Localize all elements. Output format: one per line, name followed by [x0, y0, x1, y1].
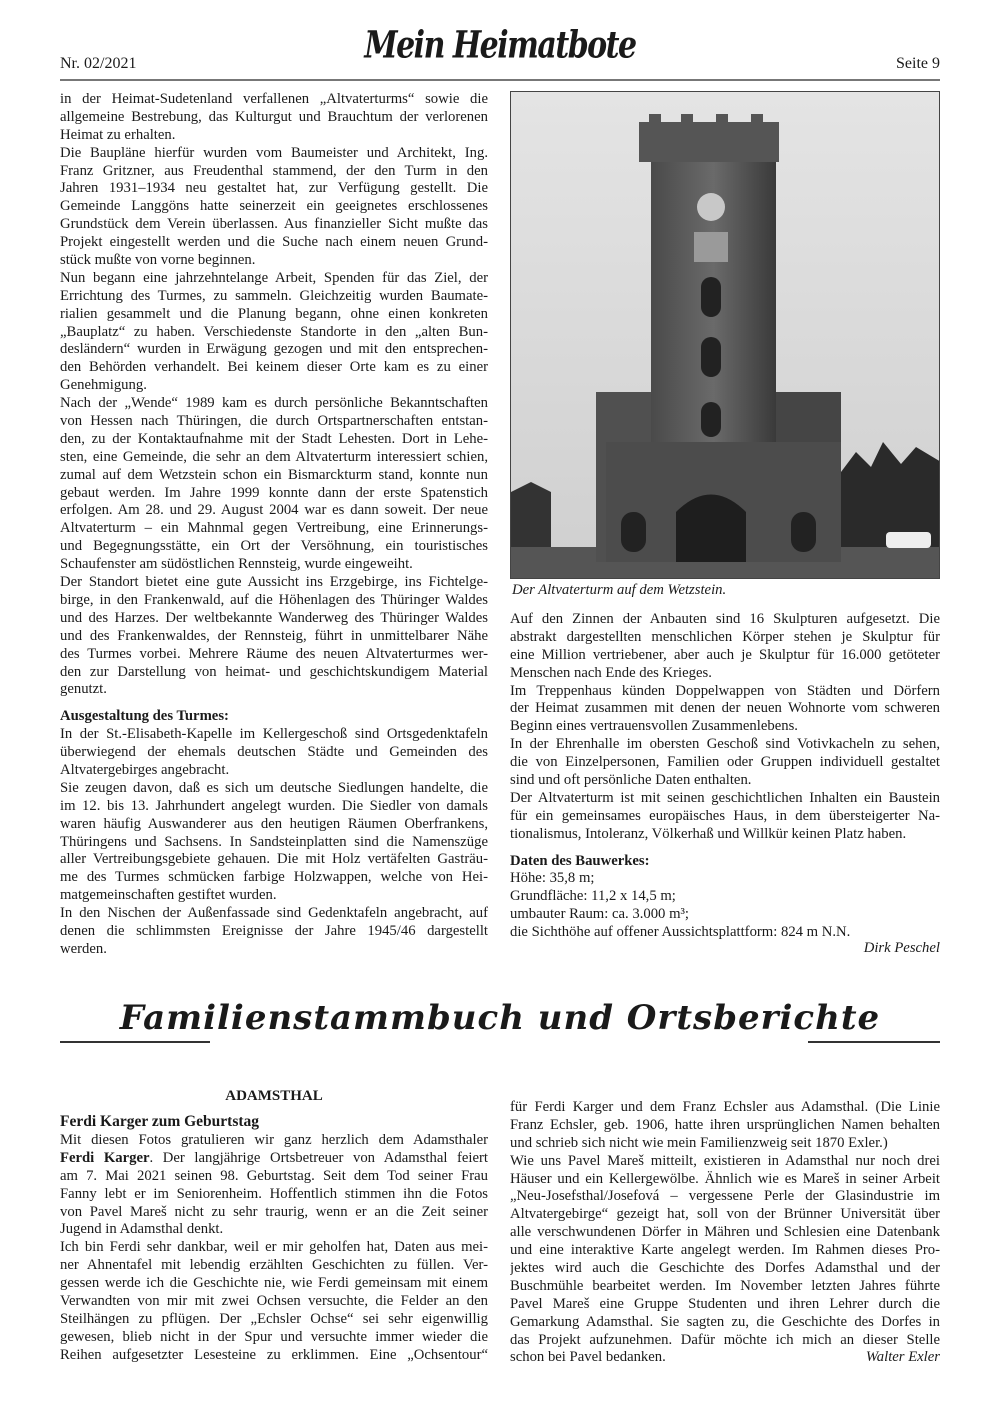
text-line: Im Treppenhaus künden Doppelwappen von Städten und Dörfern: [510, 682, 940, 699]
text-line: erfolgen. Am 28. und 29. August 2004 war es dann soweit. Der neue: [60, 502, 488, 519]
text-line: im 12. bis 13. Jahrhundert angelegt wurden. Die Siedler von damals: [60, 797, 488, 814]
bottom-right-text: [510, 1099, 940, 1367]
text-line: „Bauplatz“ zu haben. Verschiedenste Standorte in den „alten Bun-: [60, 323, 488, 340]
text-line: eine Million vertriebener, aber auch je Skulptur für 16.000 getöteter: [510, 646, 940, 663]
text-line: in der Heimat-Sudetenland verfallenen „Altvaterturms“ sowie die: [60, 91, 488, 107]
text-line: rialien gesammelt und die Planung begann, ohne einen konkreten: [60, 305, 488, 322]
text-line: Thüringens und Sachsens. In Sandsteinplatten sind die Namenszüge: [60, 833, 488, 850]
text-line: und des Harzes. Der weltbekannte Wanderweg des Thüringer Waldes: [60, 609, 488, 626]
bottom-right-paragraphs: [510, 1099, 940, 1349]
text-line: und eine interaktive Karte angelegt werden. Im Rahmen dieses Pro-: [510, 1242, 940, 1259]
text-line: desländern“ wurden in Erwägung gezogen und mit den entsprechen-: [60, 341, 488, 358]
text-line: sind und oft persönliche Daten enthalten.: [510, 772, 752, 789]
author-signature: Walter Exler: [865, 1349, 940, 1366]
text-line: Altvatergebirges angebracht.: [60, 761, 230, 778]
location-heading: ADAMSTHAL: [225, 1088, 323, 1104]
text-line: schon bei Pavel bedanken.: [510, 1349, 666, 1366]
section-title: Familienstammbuch und Ortsberichte: [119, 998, 881, 1038]
text-line: Nach der „Wende“ 1989 kam es durch persönliche Bekanntschaften: [60, 395, 488, 412]
text-line: des Turmes vorbei. Mehrere Räume des neuen Altvaterturmes wer-: [60, 645, 488, 662]
text-line: sten, eine Gemeinde, die sehr an dem Altvaterturm interessiert schien,: [60, 448, 488, 465]
text-line: Steilhängen zu pflügen. Der „Echsler Ochse“ sei sehr eigenwillig: [60, 1310, 488, 1327]
text-line: In den Nischen der Außenfassade sind Gedenktafeln angebracht, auf: [60, 905, 488, 922]
text-line: aller Vertreibungsgebiete gehauen. Die mit Holz vertäfelten Gasträu-: [60, 851, 488, 868]
text-line: In der St.-Elisabeth-Kapelle im Kellergeschoß sind Ortsgedenktafeln: [60, 726, 488, 743]
tower-image: [511, 92, 940, 579]
text-line: Der Altvaterturm ist mit seinen geschichtlichen Inhalten ein Baustein: [510, 789, 940, 806]
text-line: Häuser und ein Kellergewölbe. Ähnlich wie es Mareš in seiner Arbeit: [510, 1170, 940, 1187]
text-line: das Projekt aufzunehmen. Dafür möchte ich mich an dieser Stelle: [510, 1331, 940, 1348]
text-line: Höhe: 35,8 m;: [510, 870, 595, 887]
text-line: Altvatergebirge“ gezeigt hat, soll von der Brünner Universität über: [510, 1206, 940, 1223]
bottom-left-text: [60, 1132, 488, 1365]
text-line: abstrakt dargestellten menschlichen Körper stehen je Skulptur für: [510, 628, 940, 645]
text-line: den Behörden verhandelt. Bei keinem dieser Orte kam es zu einer: [60, 359, 488, 376]
text-line: Beginn eines vertrauensvollen Zusammenlebens.: [510, 718, 798, 735]
text-line: und Begegnungsstätte, ein Ort der Versöhnung, ein touristisches: [60, 538, 488, 555]
text-line: birge, in den Frankenwald, auf die Höhenlagen des Thüringer Waldes: [60, 591, 488, 608]
text-line: denen die schlimmsten Ereignisse der Jahre 1945/46 dargestellt: [60, 922, 488, 939]
text-line: den, zu der Kontaktaufnahme mit der Stadt Lehesten. Dort in Lehe-: [60, 430, 488, 447]
header-rule: [60, 79, 940, 81]
text-line: tionalismus, Intoleranz, Völkerhaß und Willkür keinen Platz haben.: [510, 825, 907, 842]
text-line: Ich bin Ferdi sehr dankbar, weil er mir geholfen hat, Daten aus mei-: [60, 1239, 488, 1256]
text-line: der Heimat zusammen mit denen der neuen Wohnorte vom schweren: [510, 700, 940, 717]
text-line: Menschen nach Ende des Krieges.: [510, 664, 712, 681]
text-line: Nun begann eine jahrzehntelange Arbeit, Spenden für das Ziel, der: [60, 269, 488, 286]
bottom-left-paragraphs: [60, 1168, 488, 1365]
text-line: [60, 1150, 488, 1168]
text-line: Gemarkung Adamsthal. Sie sagten zu, die Geschichte des Dorfes in: [510, 1313, 940, 1330]
tower-photo: [510, 91, 940, 579]
text-line: Heimat zu erhalten.: [60, 126, 176, 143]
text-line: me des Turmes schmücken farbige Holzwappen, welche von Hei-: [60, 869, 488, 886]
section-subheading: Daten des Bauwerkes:: [510, 852, 650, 869]
page-number: Seite 9: [896, 55, 940, 72]
text-line: Reihen aufgesetzter Lesesteine zu erklimmen. Eine „Ochsentour“: [60, 1346, 488, 1363]
text-line: gessen werde ich die Geschichte nie, wie Ferdi gemeinsam mit einem: [60, 1275, 488, 1292]
text-line: Franz Gritzner, aus Freudenthal stammend, der den Turm in den: [60, 162, 488, 179]
text-line: matgemeinschaften gestiftet wurden.: [60, 887, 277, 904]
text-line: am 7. Mai 2021 seinen 98. Geburtstag. Seit dem Tod seiner Frau: [60, 1167, 488, 1184]
text-line: Schaufenster am südöstlichen Rennsteig, wurde eingeweiht.: [60, 556, 413, 573]
text-line: Verwandten von mir mit zwei Ochsen versuchte, die Felder an den: [60, 1293, 488, 1310]
text-line: Projekt eingestellt werden und die Suche nach einem neuen Grund-: [60, 234, 488, 251]
section-rule-right: [808, 1041, 940, 1043]
issue-number: Nr. 02/2021: [60, 55, 137, 72]
text-line: werden.: [60, 940, 107, 957]
section-rule-left: [60, 1041, 210, 1043]
photo-caption: Der Altvaterturm auf dem Wetzstein.: [512, 582, 727, 598]
masthead-logo: Mein Heimatbote: [364, 23, 636, 68]
text-line: Genehmigung.: [60, 377, 147, 394]
text-line: Gemeinde Langgöns hatte seinerzeit ein geeignetes erschlossenes: [60, 198, 488, 215]
text-line: waren häufig Auswanderer aus den heutigen Räumen Oberfrankens,: [60, 815, 488, 832]
text-line: die Sichthöhe auf offener Aussichtsplattform: 824 m N.N.: [510, 924, 851, 941]
text-line: Jahren 1931–1934 neu gestaltet hat, zur Verfügung gestellt. Die: [60, 180, 488, 197]
text-line: für ein gemeinsames europäisches Haus, in dem übersteigerter Na-: [510, 807, 940, 824]
text-fragment: . Der langjährige Ortsbetreuer von Adamsthal feiert: [149, 1149, 488, 1166]
text-line: In der Ehrenhalle im obersten Geschoß sind Votivkacheln zu sehen,: [510, 736, 940, 753]
text-line: und des Frankenwaldes, der Rennsteig, führt in unmittelbarer Nähe: [60, 627, 488, 644]
text-line: Errichtung des Turmes, zu sammeln. Gleichzeitig wurden Baumate-: [60, 287, 488, 304]
text-line: die von Einzelpersonen, Familien oder Gruppen individuell gestaltet: [510, 754, 940, 771]
text-line: Sie zeugen davon, daß es sich um deutsche Siedlungen handelte, die: [60, 779, 488, 796]
text-line: Die Baupläne hierfür wurden vom Baumeister und Architekt, Ing.: [60, 144, 488, 161]
text-line: „Neu-Josefsthal/Josefová – vergessene Perle der Glasindustrie im: [510, 1188, 940, 1205]
text-line: allgemeine Bestrebung, das Kulturgut und Brauchtum der verlorenen: [60, 108, 488, 125]
author-signature: Dirk Peschel: [863, 940, 940, 956]
text-line: Altvaterturm – ein Mahnmal gegen Vertreibung, eine Erinnerungs-: [60, 520, 488, 537]
text-line: Wie uns Pavel Mareš mitteilt, existieren in Adamsthal nur noch drei: [510, 1152, 940, 1169]
text-line: zumal auf dem Wetzstein schon ein Bismarckturm stand, konnte nun: [60, 466, 488, 483]
text-line: Grundstück dem Verein überlassen. Aus finanzieller Sicht mußte das: [60, 216, 488, 233]
text-line: und schrieb sich nicht wie mein Familienzweig seit 1870 Exler.): [510, 1134, 888, 1151]
text-line: Der Standort bietet eine gute Aussicht ins Erzgebirge, ins Fichtelge-: [60, 574, 488, 591]
text-line: jektes wird auch die Geschichte des Dorfes Adamsthal und der: [510, 1260, 940, 1277]
text-line: stück mußte von vorne beginnen.: [60, 252, 256, 269]
text-line: Pavel Mareš eine Gruppe Studenten und ihren Lehrer durch die: [510, 1295, 940, 1312]
bold-name: Ferdi Karger: [60, 1149, 150, 1166]
text-line: Mit diesen Fotos gratulieren wir ganz herzlich dem Adamsthaler: [60, 1132, 488, 1148]
text-line: Franz Echsler, geb. 1906, hatte ihren ursprünglichen Namen behalten: [510, 1116, 940, 1133]
text-line: Fanny lebt er im Seniorenheim. Hoffentlich stimmen ihn die Fotos: [60, 1185, 488, 1202]
text-line: Auf den Zinnen der Anbauten sind 16 Skulpturen aufgesetzt. Die: [510, 611, 940, 627]
text-line: alle verschwundenen Dörfer in Mähren und Schlesien eine Datenbank: [510, 1224, 940, 1241]
text-line: gewesen, blieb nicht in der Spur und versuchte immer wieder die: [60, 1328, 488, 1345]
text-line: den zur Darstellung von heimat- und geschichtskundigem Material: [60, 663, 488, 680]
text-line: Grundfläche: 11,2 x 14,5 m;: [510, 888, 676, 905]
section-subheading: Ausgestaltung des Turmes:: [60, 708, 229, 725]
text-line: genutzt.: [60, 681, 107, 698]
text-line: für Ferdi Karger und dem Franz Echsler aus Adamsthal. (Die Linie: [510, 1099, 940, 1115]
text-line: ner Ahnentafel mit lebendig erzählten Geschichten zu füllen. Ver-: [60, 1257, 488, 1274]
text-line: überwiegend der ehemals deutschen Städte und Gemeinden des: [60, 744, 488, 761]
text-line: Jugend in Adamsthal denkt.: [60, 1221, 224, 1238]
text-line: von Hessen nach Thüringen, die durch Ortspartnerschaften entstan-: [60, 413, 488, 430]
text-line: von Pavel Mareš nicht zu sehr traurig, wenn er an die Zeit seiner: [60, 1203, 488, 1220]
text-line: Buschmühle bearbeitet werden. Im November letzten Jahres führte: [510, 1277, 940, 1294]
article-title: Ferdi Karger zum Geburtstag: [60, 1113, 260, 1130]
closing-line: [510, 1349, 940, 1367]
text-line: umbauter Raum: ca. 3.000 m³;: [510, 906, 689, 923]
right-column-text: [510, 611, 940, 942]
text-line: gebaut werden. Im Jahre 1999 konnte dann der erste Spatenstich: [60, 484, 488, 501]
left-column-text: [60, 91, 488, 959]
